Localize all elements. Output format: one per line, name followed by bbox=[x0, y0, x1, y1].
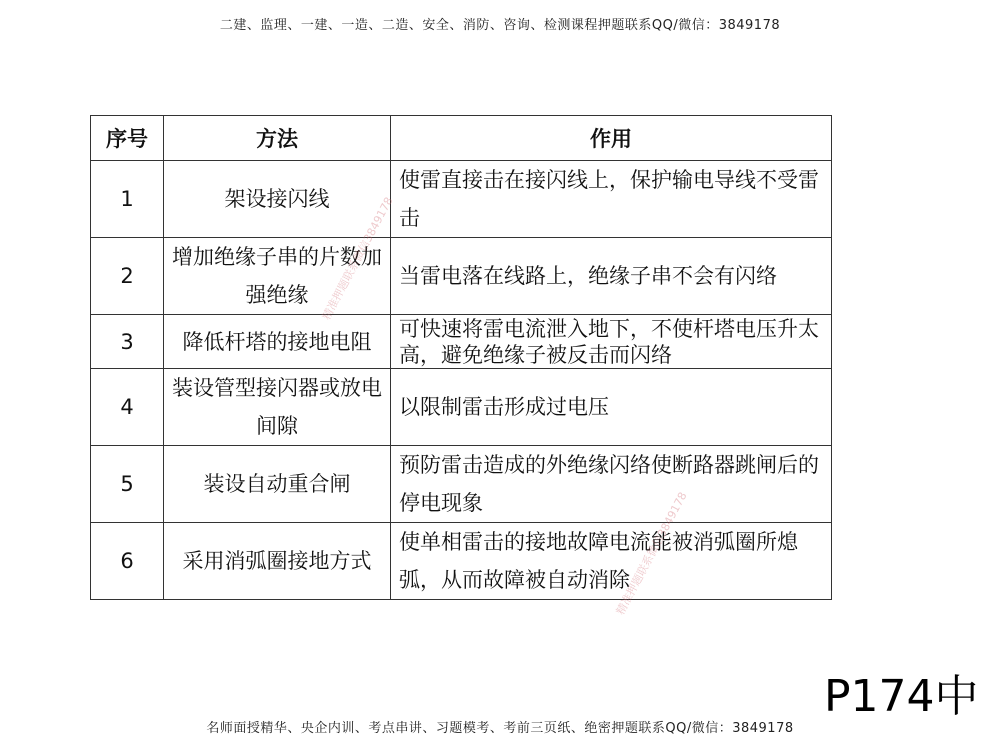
row-number: 1 bbox=[91, 161, 164, 238]
table-row bbox=[91, 369, 832, 446]
table-header-row bbox=[91, 116, 832, 161]
watermark-text: 精准押题联系微信3849178 bbox=[319, 194, 396, 323]
watermark-text: 精准押题联系微信3849178 bbox=[613, 489, 690, 618]
row-method: 装设管型接闪器或放电间隙 bbox=[164, 369, 391, 446]
page-reference: P174中 bbox=[824, 671, 979, 722]
row-number: 2 bbox=[91, 238, 164, 315]
row-number: 5 bbox=[91, 446, 164, 523]
column-header-method: 方法 bbox=[164, 116, 391, 161]
row-number: 4 bbox=[91, 369, 164, 446]
column-header-effect: 作用 bbox=[391, 116, 832, 161]
row-method: 采用消弧圈接地方式 bbox=[164, 523, 391, 600]
table-row bbox=[91, 446, 832, 523]
row-method: 架设接闪线 bbox=[164, 161, 391, 238]
row-number: 3 bbox=[91, 315, 164, 369]
row-method: 增加绝缘子串的片数加强绝缘 bbox=[164, 238, 391, 315]
footer-contact-line: 名师面授精华、央企内训、考点串讲、习题模考、考前三页纸、绝密押题联系QQ/微信：3849178 bbox=[206, 721, 794, 736]
table-row bbox=[91, 315, 832, 369]
header-contact-line: 二建、监理、一建、一造、二造、安全、消防、咨询、检测课程押题联系QQ/微信：3849178 bbox=[219, 18, 781, 33]
row-effect: 使单相雷击的接地故障电流能被消弧圈所熄弧，从而故障被自动消除 bbox=[391, 523, 832, 600]
row-effect: 可快速将雷电流泄入地下，不使杆塔电压升太高，避免绝缘子被反击而闪络 bbox=[391, 315, 832, 369]
table-row bbox=[91, 523, 832, 600]
table-row bbox=[91, 161, 832, 238]
row-number: 6 bbox=[91, 523, 164, 600]
row-effect: 预防雷击造成的外绝缘闪络使断路器跳闸后的停电现象 bbox=[391, 446, 832, 523]
row-effect: 使雷直接击在接闪线上，保护输电导线不受雷击 bbox=[391, 161, 832, 238]
lightning-protection-table bbox=[90, 115, 832, 600]
table-row bbox=[91, 238, 832, 315]
row-effect: 当雷电落在线路上，绝缘子串不会有闪络 bbox=[391, 238, 832, 315]
column-header-num: 序号 bbox=[91, 116, 164, 161]
row-method: 装设自动重合闸 bbox=[164, 446, 391, 523]
row-effect: 以限制雷击形成过电压 bbox=[391, 369, 832, 446]
row-method: 降低杆塔的接地电阻 bbox=[164, 315, 391, 369]
